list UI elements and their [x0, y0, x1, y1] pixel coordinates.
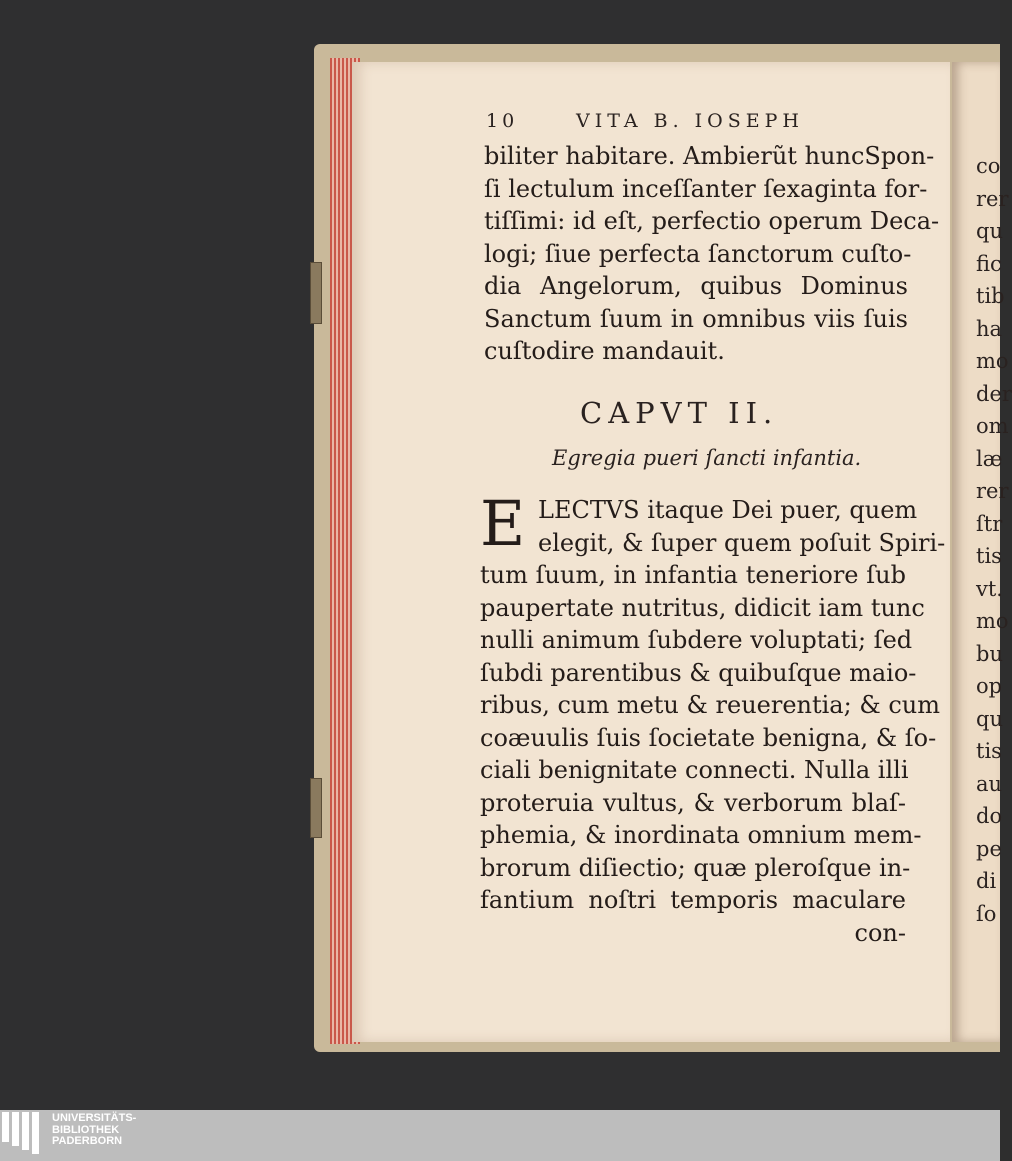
drop-initial: E: [480, 487, 526, 560]
fragment: op: [976, 674, 1003, 698]
text-line: nulli animum ſubdere voluptati; ſed: [480, 626, 913, 654]
text-line: tiſſimi: id eſt, perfectio operum Deca-: [484, 207, 940, 235]
clasp-upper: [310, 262, 322, 324]
text-line: ſubdi parentibus & quibuſque maio-: [480, 658, 917, 687]
fragment: tis: [976, 544, 1002, 568]
text-line: Sanctum ſuum in omnibus viis ſuis: [484, 304, 908, 333]
text-block-top: [484, 140, 940, 368]
fragment: ſo: [976, 901, 997, 926]
fragment: rer: [976, 479, 1009, 503]
text-line: ciali benignitate connecti. Nulla illi: [480, 756, 909, 784]
fragment: qu: [976, 706, 1003, 731]
library-name: [52, 1113, 136, 1148]
text-line: brorum diſiectio; quæ pleroſque in-: [480, 853, 911, 882]
fragment: ſtr: [976, 511, 1003, 536]
fragment: do: [976, 804, 1003, 828]
fragment: ha: [976, 316, 1003, 341]
fragment: pe: [976, 836, 1002, 861]
library-name-line: BIBLIOTHEK: [52, 1123, 120, 1136]
text-block-chapter: [480, 487, 946, 949]
fragment: qu: [976, 219, 1003, 243]
text-line: ribus, cum metu & reuerentia; & cum: [480, 691, 940, 719]
fragment: fic: [976, 251, 1002, 276]
fragment: mo: [976, 349, 1009, 373]
fragment: læ: [976, 446, 1003, 471]
text-line: phemia, & inordinata omnium mem-: [480, 821, 922, 849]
fragment: vt.: [976, 576, 1003, 601]
fragment: tib: [976, 284, 1005, 308]
library-logo-icon: [2, 1112, 46, 1154]
chapter-subtitle: Egregia pueri ſancti infantia.: [552, 446, 862, 470]
fragment: rer: [976, 186, 1009, 211]
text-line: tum ſuum, in infantia teneriore ſub: [480, 561, 906, 589]
clasp-lower: [310, 778, 322, 838]
footer-bar: [0, 1110, 1000, 1161]
text-line: logi; ſiue perfecta ſanctorum cuſto-: [484, 239, 912, 268]
fragment: mo: [976, 609, 1009, 633]
text-line: LECTVS itaque Dei puer, quem: [538, 496, 918, 524]
text-line: cuſtodire mandauit.: [484, 337, 725, 365]
running-title: VITA B. IOSEPH: [576, 110, 804, 132]
text-line: biliter habitare. Ambierũt huncSpon-: [484, 142, 935, 170]
chapter-heading: CAPVT II.: [580, 396, 779, 430]
fragment: au: [976, 771, 1003, 796]
fragment: der: [976, 381, 1012, 406]
text-line: ſi lectulum inceſſanter ſexaginta for-: [484, 174, 928, 203]
text-line: coæuulis ſuis ſocietate benigna, & ſo-: [480, 723, 937, 752]
facing-page-text: [976, 150, 1012, 930]
text-line: elegit, & ſuper quem poſuit Spiri-: [538, 528, 946, 557]
library-name-line: PADERBORN: [52, 1135, 123, 1147]
text-line: fantium noſtri temporis maculare: [480, 886, 906, 914]
fragment: bu: [976, 641, 1003, 666]
text-line: proteruia vultus, & verborum blaſ-: [480, 788, 906, 817]
page-number: 10: [486, 110, 519, 132]
fragment: di: [976, 869, 997, 893]
text-line: dia Angelorum, quibus Dominus: [484, 272, 908, 300]
library-name-line: UNIVERSITÄTS-: [52, 1112, 137, 1124]
fragment: co: [976, 154, 1001, 178]
text-line: paupertate nutritus, didicit iam tunc: [480, 593, 925, 622]
fragment: tis: [976, 739, 1002, 763]
fragment: om: [976, 414, 1009, 438]
catchword: con-: [854, 918, 906, 947]
